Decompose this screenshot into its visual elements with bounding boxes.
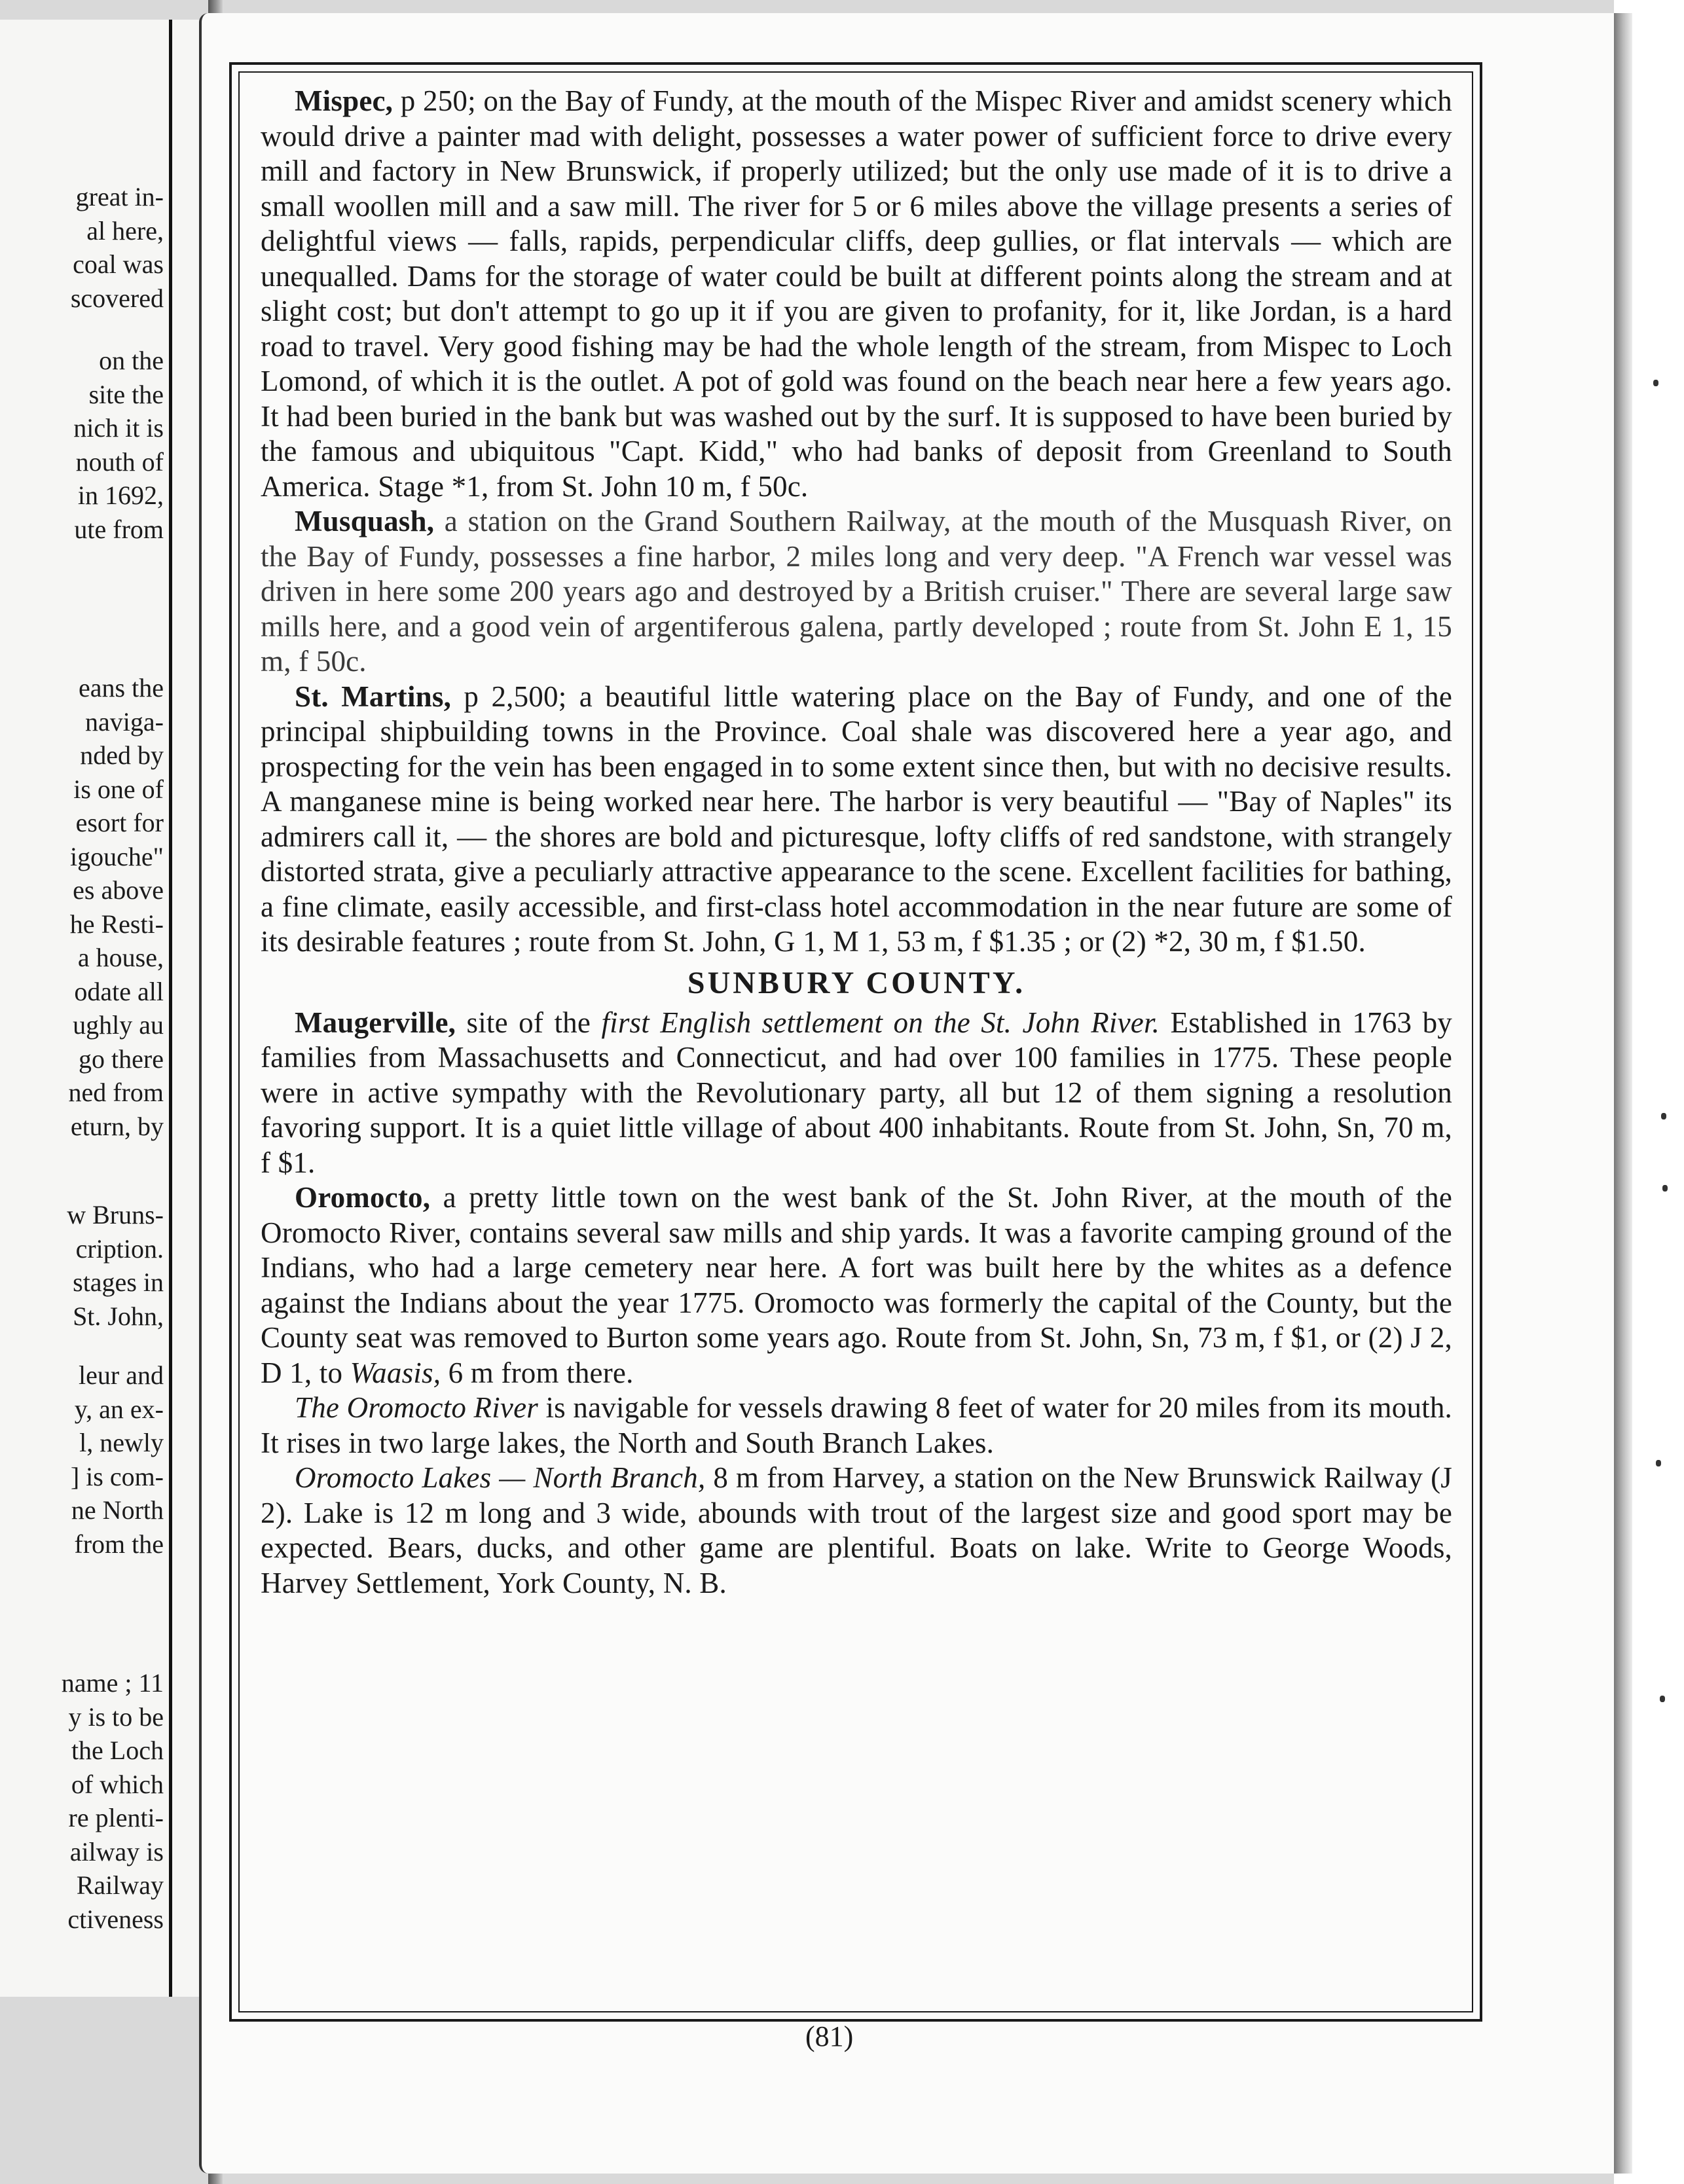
left-page-line: ailway is	[69, 1836, 164, 1866]
scan-speck	[1660, 1696, 1665, 1702]
left-page-line: ned from	[68, 1078, 164, 1107]
entry-body: is navigable for vessels drawing 8 feet of water for 20 miles from its mouth. It rises in two large lakes, the North and South Branch Lakes.	[261, 1391, 1452, 1459]
left-page-line: odate all	[74, 976, 164, 1006]
left-page-line: scovered	[70, 283, 164, 313]
left-page-line: of which	[71, 1769, 164, 1799]
left-page-line: in 1692,	[77, 481, 164, 510]
entry-musquash	[261, 504, 1452, 680]
entry-oromocto-lakes	[261, 1461, 1452, 1601]
entry-italic-place: Waasis,	[350, 1356, 441, 1389]
entry-title: St. Martins,	[295, 680, 452, 713]
entry-title: Oromocto,	[295, 1181, 431, 1214]
entry-body: p 2,500; a beautiful little watering place on the Bay of Fundy, and one of the principal shipbuilding towns in the Province. Coal shale was discovered here a year ago, and prospecting for the vein has been engaged in to some extent since then, but with no decisive results. A manganese mine is being worked near here. The harbor is very beautiful — "Bay of Naples" its admirers call it, — the shores are bold and picturesque, lofty cliffs of red sandstone, with strangely distorted strata, give a peculiarly attractive appearance to the scene. Excellent facilities for bathing, a fine climate, easily accessible, and first-class hotel accommodation in the near future are some of its desirable features ; route from St. John, G 1, M 1, 53 m, f $1.35 ; or (2) *2, 30 m, f $1.50.	[261, 680, 1452, 958]
left-page-text-column	[0, 20, 172, 1997]
left-page-line: he Resti-	[69, 909, 164, 939]
scan-speck	[1656, 1460, 1661, 1466]
left-page-line: y is to be	[68, 1702, 164, 1732]
entry-body: 8 m from Harvey, a station on the New Brunswick Railway (J 2). Lake is 12 m long and 3 wide, abounds with trout of the largest size and good sport may be expected. Bears, ducks, and other game are plentiful. Boats on lake. Write to George Woods, Harvey Settlement, York County, N. B.	[261, 1461, 1452, 1599]
entry-body-pre: site of the	[456, 1006, 602, 1039]
left-page-line: ] is com-	[70, 1461, 164, 1491]
left-page-line: es above	[73, 875, 164, 905]
left-page-line: go there	[79, 1044, 164, 1074]
left-page-line: igouche"	[70, 841, 164, 871]
left-page-line: ne North	[71, 1495, 164, 1525]
left-page-line: is one of	[73, 774, 164, 804]
left-page-line: stages in	[73, 1267, 164, 1297]
left-page-line: St. John,	[73, 1301, 164, 1331]
left-page-line: on the	[99, 346, 164, 375]
left-page-line: ughly au	[73, 1010, 164, 1040]
scan-speck	[1653, 380, 1658, 386]
left-page-line: from the	[74, 1529, 164, 1559]
left-facing-page	[0, 20, 211, 1997]
left-page-line: the Loch	[71, 1736, 164, 1765]
left-page-line: nded by	[80, 740, 164, 770]
left-page-line: ctiveness	[67, 1904, 164, 1934]
left-page-line: eturn, by	[70, 1111, 164, 1141]
entry-body: Established in 1763 by families from Massachusetts and Connecticut, and had over 100 families in 1775. These people were in active sympathy with the Revolutionary party, all but 12 of them signing a resolution favoring support. It is a quiet little village of about 400 inhabitants. Route from St. John, Sn, 70 m, f $1.	[261, 1006, 1452, 1179]
entry-title: Musquash,	[295, 505, 435, 537]
left-page-line: coal was	[73, 249, 164, 279]
entry-oromocto-river	[261, 1391, 1452, 1461]
left-page-line: cription.	[75, 1233, 164, 1264]
left-page-line: w Bruns-	[67, 1200, 164, 1229]
entry-italic: The Oromocto River	[295, 1391, 538, 1424]
left-page-line: nouth of	[75, 446, 164, 477]
entry-body: a station on the Grand Southern Railway, at the mouth of the Musquash River, on the Bay of Fundy, possesses a fine harbor, 2 miles long and very deep. "A French war vessel was driven in here some 200 years ago and destroyed by a British cruiser." There are several large saw mills here, and a good vein of argentiferous galena, partly developed ; route from St. John E 1, 15 m, f 50c.	[261, 505, 1452, 678]
entry-body-tail: 6 m from there.	[441, 1356, 634, 1389]
page-content	[261, 84, 1452, 1601]
left-page-line: great in-	[75, 182, 164, 211]
left-page-line: esort for	[75, 808, 164, 837]
entry-maugerville	[261, 1006, 1452, 1181]
entry-st-martins	[261, 680, 1452, 960]
scan-speck	[1662, 1185, 1668, 1192]
left-page-line: l, newly	[79, 1428, 164, 1457]
left-page-line: name ; 11	[61, 1668, 164, 1698]
left-page-line: ute from	[74, 514, 164, 544]
entry-body: p 250; on the Bay of Fundy, at the mouth of the Mispec River and amidst scenery which would drive a painter mad with delight, possesses a water power of sufficient force to drive every mill and factory in New Brunswick, if properly utilized; but the only use made of it is to drive a small woollen mill and a saw mill. The river for 5 or 6 miles above the village presents a series of delightful views — falls, rapids, perpendicular cliffs, deep gullies, or flat intervals — which are unequalled. Dams for the storage of water could be built at different points along the stream and at slight cost; but don't attempt to go up it if you are given to profanity, for it, like Jordan, is a hard road to travel. Very good fishing may be had the whole length of the stream, from Mispec to Loch Lomond, of which it is the outlet. A pot of gold was found on the beach near here a few years ago. It had been buried in the bank but was washed out by the surf. It is supposed to have been buried by the famous and ubiquitous "Capt. Kidd," who had banks of deposit from Greenland to South America. Stage *1, from St. John 10 m, f 50c.	[261, 84, 1452, 503]
entry-title: Mispec,	[295, 84, 394, 117]
left-page-line: leur and	[79, 1360, 164, 1390]
left-page-line: re plenti-	[68, 1803, 164, 1832]
entry-mispec	[261, 84, 1452, 504]
left-page-line: nich it is	[73, 413, 164, 443]
county-heading: SUNBURY COUNTY.	[687, 965, 1026, 1000]
left-page-line: site the	[88, 379, 164, 409]
page-edge	[1614, 0, 1684, 2184]
entry-body: a pretty little town on the west bank of the St. John River, at the mouth of the Oromocto River, contains several saw mills and ship yards. It was a favorite camping ground of the Indians, who had a large cemetery near here. A fort was built here by the whites as a defence against the Indians about the year 1775. Oromocto was formerly the capital of the County, but the County seat was removed to Burton some years ago. Route from St. John, Sn, 73 m, f $1, or (2) J 2, D 1, to	[261, 1181, 1452, 1389]
left-page-line: naviga-	[85, 706, 164, 737]
entry-italic: first English settlement on the St. John River.	[601, 1006, 1160, 1039]
left-page-line: al here,	[86, 215, 164, 246]
left-page-line: eans the	[79, 673, 164, 702]
entry-oromocto	[261, 1180, 1452, 1391]
left-page-line: y, an ex-	[74, 1394, 164, 1424]
entry-title: Maugerville,	[295, 1006, 456, 1039]
scan-speck	[1661, 1113, 1666, 1119]
left-page-line: a house,	[77, 943, 164, 972]
page-edge-shadow	[1614, 13, 1632, 2174]
left-page-line: Railway	[76, 1870, 164, 1900]
entry-italic: Oromocto Lakes — North Branch,	[295, 1461, 706, 1494]
page-number: (81)	[805, 2020, 854, 2052]
